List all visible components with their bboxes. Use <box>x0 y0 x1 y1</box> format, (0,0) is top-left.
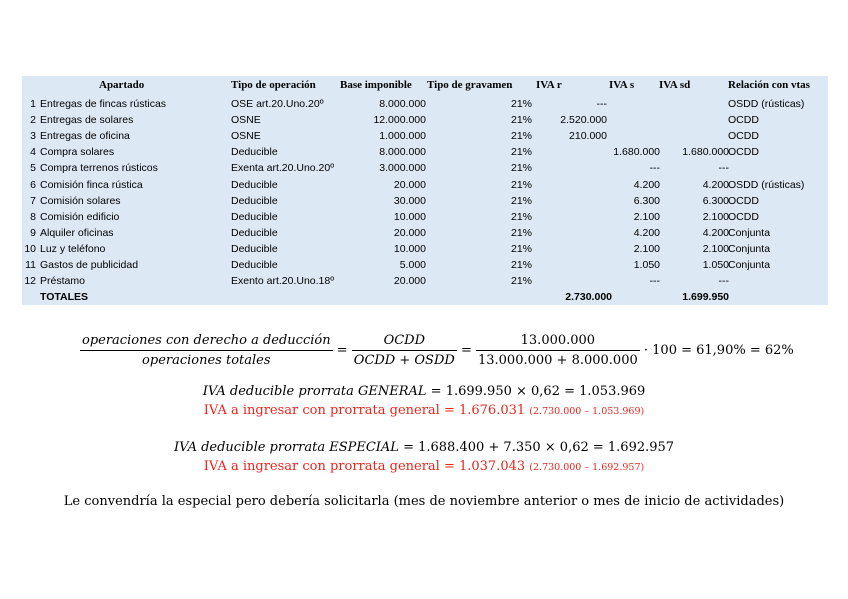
general-label: IVA deducible prorrata GENERAL <box>202 384 427 399</box>
cell-tipo: OSNE <box>231 114 261 127</box>
header-ivar: IVA r <box>536 79 562 91</box>
cell-concepto: Comisión solares <box>40 194 121 207</box>
cell-n: 3 <box>30 130 36 143</box>
header-ivas: IVA s <box>609 79 635 91</box>
cell-concepto: Gastos de publicidad <box>40 259 139 271</box>
cell-base: 20.000 <box>393 275 426 288</box>
cell-relacion: Conjunta <box>728 226 771 239</box>
cell-ivasd: --- <box>718 162 729 175</box>
cell-gravamen: 21% <box>510 259 532 271</box>
cell-base: 30.000 <box>393 194 426 207</box>
rhs-denominator: 13.000.000 + 8.000.000 <box>477 353 638 368</box>
cell-ivas: 2.100 <box>633 210 660 223</box>
cell-concepto: Comisión finca rústica <box>40 178 143 191</box>
cell-tipo: Deducible <box>231 194 278 207</box>
header-ivasd: IVA sd <box>659 79 691 91</box>
cell-ivas: 1.680.000 <box>613 146 660 159</box>
cell-concepto: Luz y teléfono <box>40 242 106 255</box>
cell-n: 9 <box>30 226 36 239</box>
cell-ivasd: 2.100 <box>702 242 729 255</box>
cell-n: 7 <box>30 194 36 207</box>
cell-ivasd: 6.300 <box>702 194 729 207</box>
prorrata-result: · 100 = 61,90% = 62% <box>643 343 794 358</box>
cell-relacion: Conjunta <box>728 259 771 271</box>
cell-base: 1.000.000 <box>379 130 426 143</box>
cell-gravamen: 21% <box>510 242 532 255</box>
cell-concepto: Alquiler oficinas <box>40 226 114 239</box>
cell-tipo: Deducible <box>231 259 278 271</box>
cell-ivas: 4.200 <box>633 178 660 191</box>
cell-ivasd: 4.200 <box>702 178 729 191</box>
general-ingresar-line <box>0 403 848 418</box>
lhs-numerator: operaciones con derecho a deducción <box>80 333 333 351</box>
cell-base: 12.000.000 <box>373 114 426 127</box>
mid-denominator: OCDD + OSDD <box>353 353 455 368</box>
cell-ivas: 1.050 <box>633 259 660 271</box>
cell-concepto: Compra terrenos rústicos <box>40 162 158 175</box>
cell-tipo: Exenta art.20.Uno.20º <box>231 162 335 175</box>
cell-concepto: Comisión edificio <box>40 210 120 223</box>
cell-ivas: 4.200 <box>633 226 660 239</box>
cell-n: 8 <box>30 210 36 223</box>
cell-concepto: Entregas de solares <box>40 114 134 127</box>
cell-gravamen: 21% <box>510 226 532 239</box>
cell-n: 12 <box>24 275 36 288</box>
cell-ivas: --- <box>649 162 660 175</box>
cell-gravamen: 21% <box>510 194 532 207</box>
cell-n: 6 <box>30 178 36 191</box>
cell-base: 5.000 <box>399 259 426 271</box>
cell-tipo: Deducible <box>231 178 278 191</box>
cell-gravamen: 21% <box>510 98 532 110</box>
cell-tipo: Deducible <box>231 210 278 223</box>
cell-relacion: OCDD <box>728 194 759 207</box>
cell-gravamen: 21% <box>510 114 532 127</box>
cell-base: 20.000 <box>393 226 426 239</box>
header-apartado: Apartado <box>99 79 145 91</box>
cell-ivar: --- <box>596 98 607 110</box>
cell-ivar: 210.000 <box>569 130 607 143</box>
general-formula <box>0 384 848 399</box>
especial-detail: (2.730.000 – 1.692.957) <box>529 462 645 473</box>
cell-gravamen: 21% <box>510 275 532 288</box>
cell-base: 10.000 <box>393 242 426 255</box>
cell-relacion: OCDD <box>728 210 759 223</box>
cell-n: 11 <box>25 259 36 271</box>
cell-tipo: Deducible <box>231 242 278 255</box>
totals-ivar: 2.730.000 <box>565 291 612 303</box>
cell-relacion: Conjunta <box>728 242 771 255</box>
cell-gravamen: 21% <box>510 146 532 159</box>
especial-ingresar-line <box>0 459 848 474</box>
cell-concepto: Entregas de oficina <box>40 130 130 143</box>
cell-n: 2 <box>30 114 36 127</box>
cell-base: 10.000 <box>393 210 426 223</box>
cell-base: 8.000.000 <box>379 146 426 159</box>
cell-ivasd: --- <box>718 275 729 288</box>
especial-label: IVA deducible prorrata ESPECIAL <box>173 440 399 455</box>
cell-concepto: Compra solares <box>40 146 115 159</box>
header-tipo: Tipo de operación <box>231 79 316 91</box>
cell-gravamen: 21% <box>510 210 532 223</box>
cell-gravamen: 21% <box>510 130 532 143</box>
cell-n: 4 <box>30 146 36 159</box>
cell-concepto: Préstamo <box>40 275 85 288</box>
rhs-numerator: 13.000.000 <box>476 333 640 351</box>
cell-ivas: 2.100 <box>633 242 660 255</box>
especial-ingresar: IVA a ingresar con prorrata general = 1.037.043 <box>203 459 526 474</box>
header-relacion: Relación con vtas <box>728 79 810 91</box>
cell-gravamen: 21% <box>510 178 532 191</box>
cell-relacion: OSDD (rústicas) <box>728 178 805 191</box>
cell-ivasd: 1.050 <box>702 259 729 271</box>
cell-concepto: Entregas de fincas rústicas <box>40 98 167 110</box>
totals-label: TOTALES <box>40 291 89 303</box>
cell-base: 3.000.000 <box>379 162 426 175</box>
totals-ivasd: 1.699.950 <box>682 291 729 303</box>
cell-ivas: --- <box>649 275 660 288</box>
cell-base: 20.000 <box>393 178 426 191</box>
header-base: Base imponible <box>340 79 412 91</box>
general-calc: = 1.699.950 × 0,62 = 1.053.969 <box>430 384 646 399</box>
cell-tipo: OSE art.20.Uno.20º <box>231 98 324 110</box>
cell-n: 10 <box>24 242 36 255</box>
cell-ivar: 2.520.000 <box>560 114 607 127</box>
general-ingresar: IVA a ingresar con prorrata general = 1.676.031 <box>203 403 526 418</box>
cell-n: 1 <box>30 98 36 110</box>
cell-relacion: OSDD (rústicas) <box>728 98 805 110</box>
lhs-denominator: operaciones totales <box>142 353 271 368</box>
cell-ivasd: 1.680.000 <box>682 146 729 159</box>
cell-base: 8.000.000 <box>379 98 426 110</box>
especial-formula <box>0 440 848 455</box>
cell-ivasd: 4.200 <box>702 226 729 239</box>
header-gravamen: Tipo de gravamen <box>427 79 513 91</box>
cell-ivas: 6.300 <box>633 194 660 207</box>
cell-tipo: Exento art.20.Uno.18º <box>231 275 335 288</box>
cell-ivasd: 2.100 <box>702 210 729 223</box>
cell-tipo: Deducible <box>231 226 278 239</box>
cell-gravamen: 21% <box>510 162 532 175</box>
conclusion: Le convendría la especial pero debería solicitarla (mes de noviembre anterior o mes de inicio de actividades) <box>63 494 785 509</box>
cell-tipo: Deducible <box>231 146 278 159</box>
cell-tipo: OSNE <box>231 130 261 143</box>
especial-calc: = 1.688.400 + 7.350 × 0,62 = 1.692.957 <box>403 440 675 455</box>
iva-table <box>22 76 828 305</box>
mid-numerator: OCDD <box>352 333 457 351</box>
cell-relacion: OCDD <box>728 114 759 127</box>
prorrata-formula: $\frac{\text{operaciones con derecho a deducción}}{\text{operaciones totales}}$ = $\frac{\text{OCDD}}{\text{OCDD + OSDD}}$ = $\frac{13.000.000}{13.000.000 + 8.000.000}$ · 100 = 61,90% = 62% <box>82 333 794 368</box>
cell-n: 5 <box>30 162 36 175</box>
general-detail: (2.730.000 – 1.053.969) <box>529 406 645 417</box>
cell-relacion: OCDD <box>728 130 759 143</box>
cell-relacion: OCDD <box>728 146 759 159</box>
